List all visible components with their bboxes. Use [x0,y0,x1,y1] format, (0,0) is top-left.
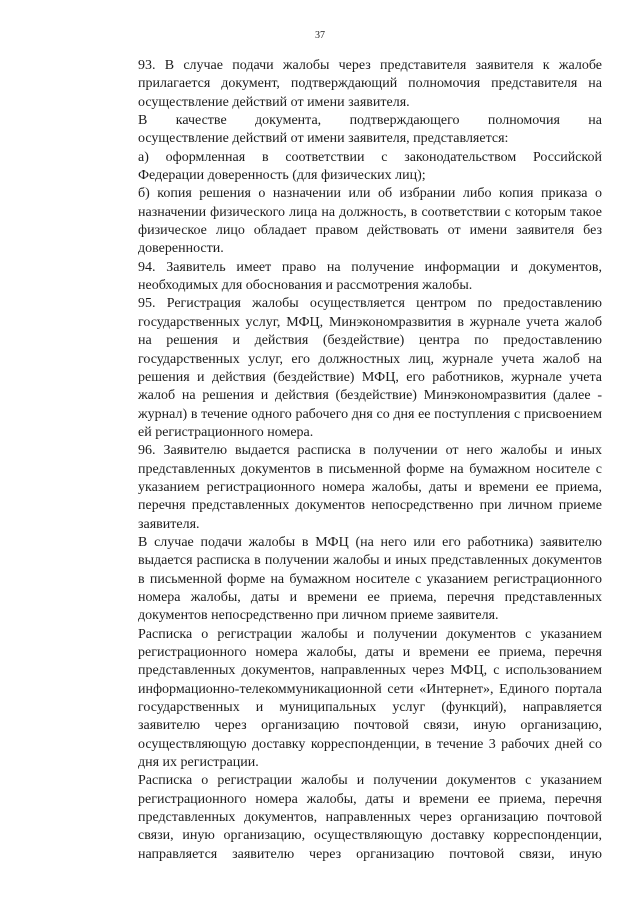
text-line: 93. В случае подачи жалобы через представителя заявителя к жалобе [138,58,602,73]
text-line: 95. Регистрация жалобы осуществляется центром по предоставлению [138,296,602,312]
page-number: 37 [315,30,325,41]
text-line: В качестве документа, подтверждающего полномочия на [138,113,602,129]
text-line: физическое лицо обладает правом действовать от имени заявителя без [138,223,602,239]
text-line: указанием регистрационного номера жалобы, даты и времени ее приема, [138,479,602,495]
text-line: направляется заявителю через организацию почтовой связи, иную [138,846,602,862]
text-line: государственных услуг, МФЦ, Минэкономразвития в журнале учета жалоб [138,314,602,330]
text-line: осуществление действий от имени заявителя. [138,94,410,110]
text-line: б) копия решения о назначении или об избрании либо копия приказа о [138,186,602,202]
text-line: дня их регистрации. [138,755,259,771]
text-line: решения и действия (бездействие) МФЦ, его работников, журнале учета [138,369,602,385]
text-line: доверенности. [138,241,224,257]
text-line: В случае подачи жалобы в МФЦ (на него или его работника) заявителю [138,534,602,550]
text-line: заявителю через организацию почтовой связи, иную организацию, [138,718,602,734]
paragraph [100,149,602,186]
text-line: прилагается документ, подтверждающий полномочия представителя на [138,76,602,92]
text-line: 96. Заявителю выдается расписка в получении от него жалобы и иных [138,443,602,459]
paragraph [100,626,602,773]
text-line: перечня представленных документов непосредственно при личном приеме [138,498,602,514]
text-line: регистрационного номера жалобы, даты и времени ее приема, перечня [138,791,602,807]
text-line: государственных и муниципальных услуг (функций), направляется [138,700,602,716]
text-line: необходимых для обоснования и рассмотрения жалобы. [138,278,473,294]
text-line: связи, иную организацию, осуществляющую доставку корреспонденции, [138,828,602,844]
text-line: документов непосредственно при личном приеме заявителя. [138,608,499,624]
body-text [100,57,602,864]
paragraph [100,534,602,626]
paragraph [100,772,602,864]
text-line: а) оформленная в соответствии с законодательством Российской [138,149,602,165]
text-line: 94. Заявитель имеет право на получение информации и документов, [138,259,602,275]
paragraph [100,259,602,296]
text-line: Расписка о регистрации жалобы и получении документов с указанием [138,773,602,789]
paragraph [100,112,602,149]
text-line: представленных документов, направленных через МФЦ, с использованием [138,663,602,679]
text-line: регистрационного номера жалобы, даты и времени ее приема, перечня [138,645,602,660]
text-line: назначении физического лица на должность, в соответствии с которым такое [138,204,602,220]
text-line: осуществление действий от имени заявителя, представляется: [138,131,509,147]
text-line: осуществляющую доставку корреспонденции, в течение 3 рабочих дней со [138,736,602,752]
paragraph [100,442,602,534]
text-line: представленных документов, направленных через организацию почтовой [138,810,602,826]
text-line: на решения и действия (бездействие) центра по предоставлению [138,333,602,349]
paragraph [100,57,602,112]
text-line: Расписка о регистрации жалобы и получении документов с указанием [138,626,602,642]
text-line: номера жалобы, даты и времени ее приема, перечня представленных [138,589,602,605]
text-line: заявителя. [138,516,200,532]
text-line: выдается расписка в получении жалобы и иных представленных документов [138,553,602,569]
text-line: информационно-телекоммуникационной сети «Интернет», Единого портала [138,681,602,697]
paragraph [100,295,602,442]
text-line: в письменной форме на бумажном носителе с указанием регистрационного [138,571,602,587]
text-line: жалоб на решения и действия (бездействие) Минэкономразвития (далее - [138,388,602,404]
text-line: журнал) в течение одного рабочего дня со дня ее поступления с присвоением [138,406,602,422]
text-line: представленных документов в письменной форме на бумажном носителе с [138,461,602,477]
text-line: Федерации доверенность (для физических лиц); [138,168,426,184]
text-line: государственных услуг, его должностных лиц, журнале учета жалоб на [138,351,602,367]
text-line: ей регистрационного номера. [138,424,314,440]
paragraph [100,185,602,258]
